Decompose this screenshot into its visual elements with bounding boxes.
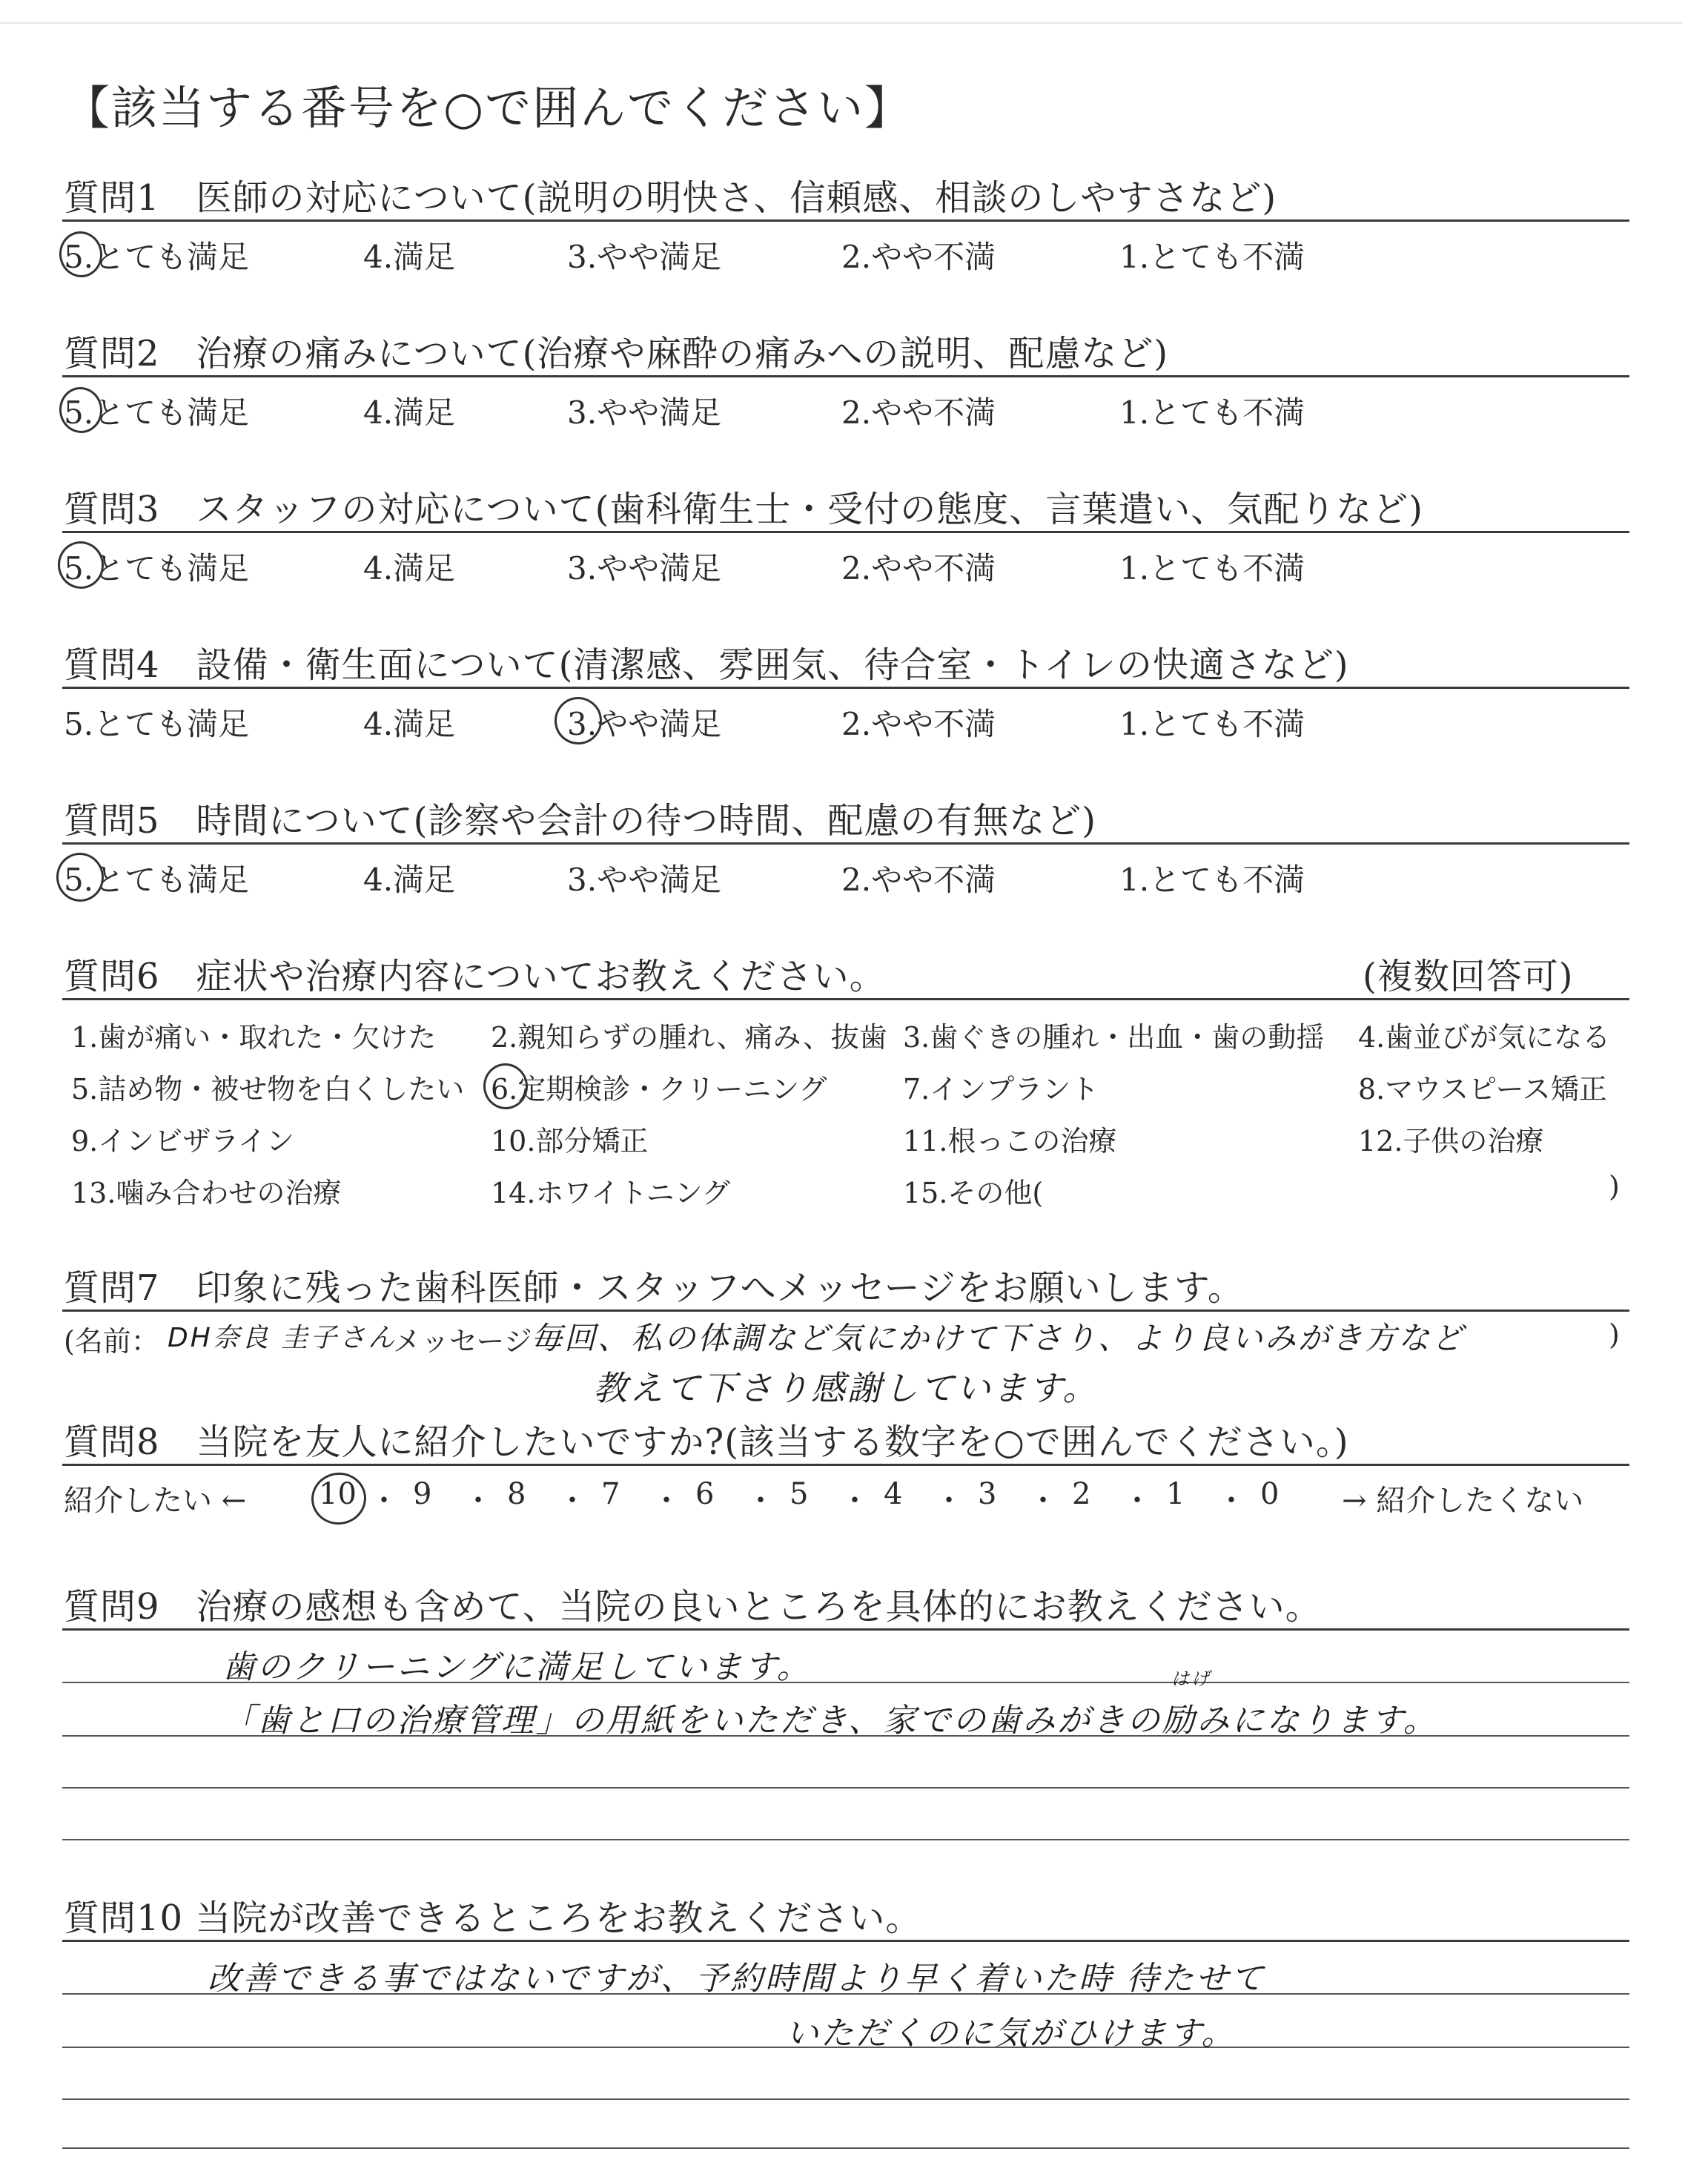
question-3-title: 質問3 スタッフの対応について(歯科衛生士・受付の態度、言葉遣い、気配りなど)	[64, 489, 1424, 530]
question-9-rule	[62, 1628, 1629, 1631]
q10-answer-text-2: いただくのに気がひけます。	[786, 2015, 1237, 2052]
q10-answer-line-3	[62, 2098, 1629, 2100]
q6-option-9[interactable]: 9.インビザライン	[71, 1125, 295, 1157]
q7-message-line-1: 毎回、私の体調など気にかけて下さり、より良いみがき方など	[531, 1320, 1466, 1356]
q8-scale-3[interactable]: 3	[978, 1477, 997, 1511]
q8-scale-2[interactable]: 2	[1072, 1477, 1091, 1511]
q4-option-2[interactable]: 2.やや不満	[841, 706, 996, 742]
q1-option-4[interactable]: 4.満足	[363, 239, 456, 275]
q8-scale-dot: ・	[463, 1484, 493, 1518]
q6-option-8[interactable]: 8.マウスピース矯正	[1358, 1073, 1607, 1106]
question-10-rule	[62, 1940, 1629, 1942]
q3-option-4[interactable]: 4.満足	[363, 550, 456, 587]
q5-option-5[interactable]: 5.とても満足	[64, 862, 250, 898]
question-2-title: 質問2 治療の痛みについて(治療や麻酔の痛みへの説明、配慮など)	[64, 333, 1169, 374]
q8-scale-dot: ・	[557, 1484, 587, 1518]
question-9-title: 質問9 治療の感想も含めて、当院の良いところを具体的にお教えください。	[64, 1586, 1322, 1628]
q4-option-3[interactable]: 3.やや満足	[567, 706, 722, 742]
q2-option-5[interactable]: 5.とても満足	[64, 394, 250, 431]
q8-scale-6[interactable]: 6	[695, 1477, 715, 1511]
question-5-rule	[62, 842, 1629, 845]
question-6-title: 質問6 症状や治療内容についてお教えください。	[64, 956, 886, 997]
q3-option-2[interactable]: 2.やや不満	[841, 550, 996, 587]
q8-scale-1[interactable]: 1	[1166, 1477, 1185, 1511]
q8-scale-0[interactable]: 0	[1260, 1477, 1280, 1511]
q5-option-4[interactable]: 4.満足	[363, 862, 456, 898]
q1-option-1[interactable]: 1.とても不満	[1119, 239, 1305, 275]
question-7-title: 質問7 印象に残った歯科医師・スタッフへメッセージをお願いします。	[64, 1267, 1244, 1309]
q6-option-13[interactable]: 13.噛み合わせの治療	[71, 1177, 342, 1209]
q7-message-label: メッセージ	[393, 1325, 532, 1358]
question-4-title: 質問4 設備・衛生面について(清潔感、雰囲気、待合室・トイレの快適さなど)	[64, 644, 1349, 686]
q8-scale-5[interactable]: 5	[790, 1477, 809, 1511]
q9-answer-line-3	[62, 1787, 1629, 1789]
question-8-title: 質問8 当院を友人に紹介したいですか?(該当する数字を○で囲んでください。)	[64, 1421, 1349, 1463]
q4-option-5[interactable]: 5.とても満足	[64, 706, 250, 742]
question-6-note: (複数回答可)	[1363, 956, 1574, 997]
question-1-title: 質問1 医師の対応について(説明の明快さ、信頼感、相談のしやすさなど)	[64, 177, 1277, 219]
q8-right-label: → 紹介したくない	[1342, 1484, 1584, 1518]
question-2-rule	[62, 375, 1629, 377]
q9-answer-text-1: 歯のクリーニングに満足しています。	[222, 1648, 812, 1686]
q6-option-11[interactable]: 11.根っこの治療	[903, 1125, 1117, 1157]
q6-option-10[interactable]: 10.部分矯正	[491, 1125, 649, 1157]
q9-answer-line-4	[62, 1839, 1629, 1840]
q7-name-handwritten: DH奈良 圭子さん	[168, 1323, 397, 1353]
q3-option-3[interactable]: 3.やや満足	[567, 550, 722, 587]
q1-option-3[interactable]: 3.やや満足	[567, 239, 722, 275]
q4-option-1[interactable]: 1.とても不満	[1119, 706, 1305, 742]
q8-left-label: 紹介したい ←	[64, 1484, 247, 1518]
q7-close-paren: )	[1609, 1318, 1620, 1351]
q5-option-3[interactable]: 3.やや満足	[567, 862, 722, 898]
q1-option-2[interactable]: 2.やや不満	[841, 239, 996, 275]
q9-ruby-note: はげ	[1171, 1668, 1211, 1689]
q9-answer-text-2: 「歯と口の治療管理」の用紙をいただき、家での歯みがきの励みになります。	[222, 1702, 1438, 1740]
question-8-rule	[62, 1464, 1629, 1466]
q3-option-1[interactable]: 1.とても不満	[1119, 550, 1305, 587]
q8-selection-circle	[308, 1469, 369, 1528]
question-7-rule	[62, 1309, 1629, 1312]
q5-option-1[interactable]: 1.とても不満	[1119, 862, 1305, 898]
q8-scale-dot: ・	[746, 1484, 775, 1518]
q8-scale-dot: ・	[1122, 1484, 1152, 1518]
q6-option-15-close: )	[1609, 1170, 1620, 1203]
q8-scale-10[interactable]: 10	[319, 1477, 357, 1511]
question-4-rule	[62, 687, 1629, 689]
q7-name-prefix: (名前：	[64, 1325, 159, 1358]
q2-option-1[interactable]: 1.とても不満	[1119, 394, 1305, 431]
q4-option-4[interactable]: 4.満足	[363, 706, 456, 742]
scan-top-edge	[0, 22, 1683, 24]
q8-scale-9[interactable]: 9	[413, 1477, 432, 1511]
q6-option-4[interactable]: 4.歯並びが気になる	[1358, 1021, 1611, 1054]
q6-option-3[interactable]: 3.歯ぐきの腫れ・出血・歯の動揺	[903, 1021, 1325, 1054]
q6-option-12[interactable]: 12.子供の治療	[1358, 1125, 1544, 1157]
q10-answer-line-4	[62, 2147, 1629, 2149]
question-10-title: 質問10 当院が改善できるところをお教えください。	[64, 1898, 922, 1939]
q8-scale-8[interactable]: 8	[507, 1477, 526, 1511]
question-1-rule	[62, 219, 1629, 222]
q6-option-6[interactable]: 6.定期検診・クリーニング	[491, 1073, 827, 1106]
q2-option-4[interactable]: 4.満足	[363, 394, 456, 431]
q8-scale-row	[319, 1477, 1371, 1519]
q8-scale-7[interactable]: 7	[601, 1477, 620, 1511]
q6-option-14[interactable]: 14.ホワイトニング	[491, 1177, 731, 1209]
q3-option-5[interactable]: 5.とても満足	[64, 550, 250, 587]
q7-message-line-2: 教えて下さり感謝しています。	[593, 1368, 1099, 1408]
q2-option-2[interactable]: 2.やや不満	[841, 394, 996, 431]
q8-scale-dot: ・	[934, 1484, 964, 1518]
q8-scale-dot: ・	[652, 1484, 681, 1518]
q6-option-2[interactable]: 2.親知らずの腫れ、痛み、抜歯	[491, 1021, 887, 1054]
q6-option-7[interactable]: 7.インプラント	[903, 1073, 1099, 1106]
q2-option-3[interactable]: 3.やや満足	[567, 394, 722, 431]
form-header: 【該当する番号を○で囲んでください】	[64, 81, 913, 135]
question-3-rule	[62, 531, 1629, 533]
q1-option-5[interactable]: 5.とても満足	[64, 239, 250, 275]
question-5-title: 質問5 時間について(診察や会計の待つ時間、配慮の有無など)	[64, 800, 1097, 842]
q8-scale-dot: ・	[1028, 1484, 1058, 1518]
q6-option-5[interactable]: 5.詰め物・被せ物を白くしたい	[71, 1073, 465, 1106]
q6-option-1[interactable]: 1.歯が痛い・取れた・欠けた	[71, 1021, 437, 1054]
q8-scale-dot: ・	[840, 1484, 870, 1518]
q8-scale-dot: ・	[369, 1484, 399, 1518]
q5-option-2[interactable]: 2.やや不満	[841, 862, 996, 898]
q8-scale-4[interactable]: 4	[884, 1477, 903, 1511]
q6-option-15[interactable]: 15.その他(	[903, 1177, 1044, 1209]
question-6-rule	[62, 998, 1629, 1000]
q8-scale-dot: ・	[1217, 1484, 1246, 1518]
q10-answer-text-1: 改善できる事ではないですが、予約時間より早く着いた時 待たせて	[208, 1960, 1265, 1998]
